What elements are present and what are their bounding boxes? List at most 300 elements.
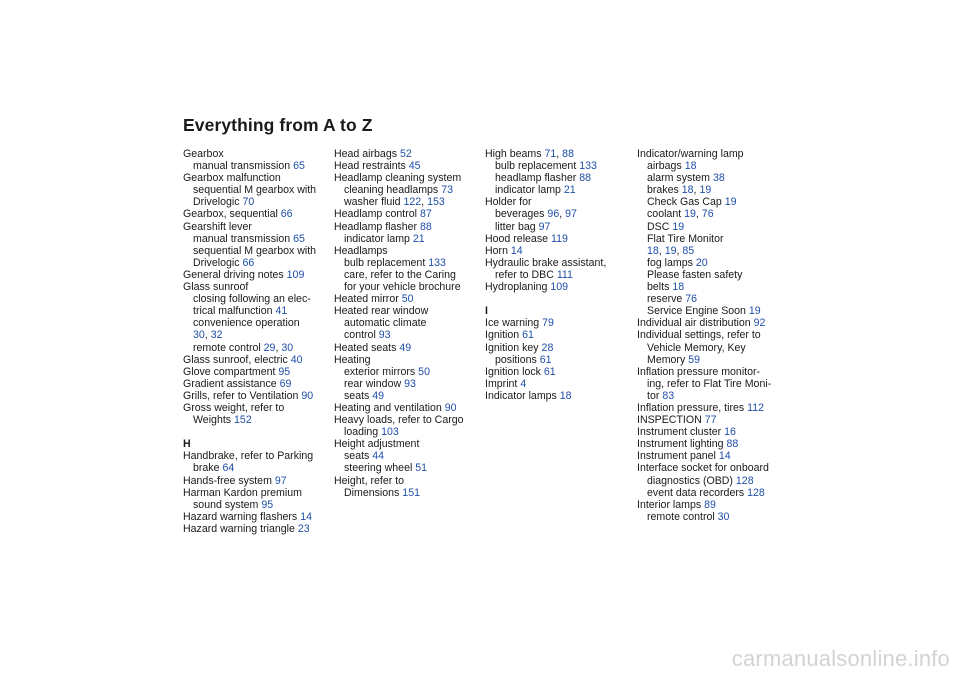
entry-text: litter bag: [495, 220, 539, 233]
entry-text: sound system: [193, 498, 262, 511]
index-subentry: [637, 269, 785, 281]
index-entry: [183, 487, 331, 499]
index-entry: [485, 317, 633, 329]
entry-text: Horn: [485, 244, 511, 257]
page-link[interactable]: 66: [242, 256, 255, 269]
entry-text: Ignition key: [485, 341, 542, 354]
index-entry: [183, 366, 331, 378]
index-subentry: [485, 221, 633, 233]
entry-text: INSPECTION: [637, 414, 705, 427]
index-subentry: [334, 390, 482, 402]
section-letter: [183, 438, 331, 450]
page-link[interactable]: 88: [726, 438, 739, 451]
entry-text: Head restraints: [334, 160, 409, 173]
index-column-1: [183, 148, 331, 535]
index-subentry: [334, 257, 482, 269]
entry-text: Glove compartment: [183, 365, 279, 378]
index-subentry: [334, 233, 482, 245]
page-link[interactable]: 103: [381, 426, 399, 439]
index-subentry: [637, 487, 785, 499]
index-subentry: [334, 329, 482, 341]
index-entry: [183, 269, 331, 281]
page-link[interactable]: 14: [718, 450, 731, 463]
entry-text: Heated rear window: [334, 305, 429, 318]
index-subentry: [637, 475, 785, 487]
index-subentry: [637, 172, 785, 184]
page-link[interactable]: 61: [522, 329, 534, 342]
index-subentry: [334, 196, 482, 208]
index-subentry: [637, 196, 785, 208]
entry-text: Drivelogic: [193, 256, 243, 269]
page-link[interactable]: 51: [415, 462, 428, 475]
index-entry: [183, 475, 331, 487]
page-separator: ,: [559, 208, 566, 221]
index-subentry: [485, 208, 633, 220]
page-link[interactable]: 76: [685, 293, 698, 306]
index-entry: [183, 208, 331, 220]
index-subentry: [183, 257, 331, 269]
entry-text: automatic climate: [344, 317, 427, 330]
page-link[interactable]: 14: [300, 510, 312, 523]
page-link[interactable]: 50: [401, 293, 414, 306]
index-entry: [637, 366, 785, 378]
index-entry: [485, 329, 633, 341]
entry-text: Heated mirror: [334, 293, 402, 306]
index-subentry: [637, 390, 785, 402]
entry-text: event data recorders: [647, 486, 748, 499]
index-subentry: [183, 196, 331, 208]
entry-text: for your vehicle brochure: [344, 281, 461, 294]
index-subentry: [637, 342, 785, 354]
index-entry: [334, 414, 482, 426]
page-link[interactable]: 151: [402, 486, 420, 499]
entry-text: Glass sunroof: [183, 281, 249, 294]
entry-text: bulb replacement: [495, 160, 580, 173]
index-subentry: [637, 281, 785, 293]
index-entry: [637, 499, 785, 511]
page-separator: ,: [658, 244, 665, 257]
entry-text: Instrument panel: [637, 450, 719, 463]
page-link[interactable]: 76: [701, 208, 714, 221]
page-link[interactable]: 93: [378, 329, 391, 342]
index-entry: [485, 196, 633, 208]
page-separator: ,: [695, 208, 702, 221]
entry-text: Check Gas Cap: [647, 196, 725, 209]
entry-text: indicator lamp: [344, 232, 413, 245]
entry-text: sequential M gearbox with: [193, 184, 317, 197]
page-link[interactable]: 16: [724, 426, 736, 439]
page-link[interactable]: 18: [647, 244, 659, 257]
index-entry: [485, 233, 633, 245]
entry-text: Heavy loads, refer to Cargo: [334, 414, 464, 427]
entry-text: Ignition lock: [485, 365, 544, 378]
index-entry: [183, 221, 331, 233]
entry-text: fog lamps: [647, 256, 696, 269]
page-link[interactable]: 21: [412, 232, 425, 245]
page-link[interactable]: 23: [297, 522, 310, 535]
index-subentry: [183, 499, 331, 511]
index-entry: [334, 221, 482, 233]
page-link[interactable]: 119: [550, 232, 568, 245]
entry-text: H: [183, 438, 191, 451]
index-entry: [334, 475, 482, 487]
page-link[interactable]: 49: [372, 389, 385, 402]
index-entry: [334, 354, 482, 366]
index-entry: [485, 366, 633, 378]
page-link[interactable]: 4: [520, 377, 527, 390]
page-link[interactable]: 20: [695, 256, 708, 269]
entry-text: Instrument lighting: [637, 438, 727, 451]
page-link[interactable]: 21: [563, 184, 576, 197]
entry-text: airbags: [647, 160, 685, 173]
page-link[interactable]: 18: [684, 160, 697, 173]
page-link[interactable]: 111: [556, 268, 573, 281]
entry-text: Imprint: [485, 377, 521, 390]
entry-text: Gearshift lever: [183, 220, 252, 233]
page-link[interactable]: 79: [542, 317, 554, 330]
entry-text: Glass sunroof, electric: [183, 353, 291, 366]
page-link[interactable]: 30: [193, 329, 205, 342]
index-entry: [637, 329, 785, 341]
entry-text: Harman Kardon premium: [183, 486, 302, 499]
index-subentry: [334, 366, 482, 378]
page-link[interactable]: 32: [210, 329, 223, 342]
page-link[interactable]: 18: [681, 184, 694, 197]
entry-text: brake: [193, 462, 223, 475]
page-link[interactable]: 128: [735, 474, 754, 487]
page-link[interactable]: 89: [704, 498, 716, 511]
index-subentry: [183, 329, 331, 341]
index-entry: [637, 414, 785, 426]
page-separator: ,: [556, 148, 563, 160]
page-link[interactable]: 133: [579, 160, 597, 173]
index-entry: [183, 281, 331, 293]
page-link[interactable]: 49: [399, 341, 412, 354]
page-link[interactable]: 38: [712, 172, 725, 185]
index-subentry: [334, 317, 482, 329]
page-link[interactable]: 30: [717, 510, 730, 523]
entry-text: headlamp flasher: [495, 172, 580, 185]
page-link[interactable]: 50: [418, 365, 430, 378]
index-entry: [637, 426, 785, 438]
page-link[interactable]: 65: [293, 160, 305, 173]
page-link[interactable]: 112: [747, 401, 764, 414]
index-entry: [637, 402, 785, 414]
page-link[interactable]: 133: [428, 256, 446, 269]
index-entry: [183, 523, 331, 535]
page-link[interactable]: 97: [274, 474, 287, 487]
page-link[interactable]: 95: [278, 365, 291, 378]
index-entry: [485, 148, 633, 160]
entry-text: Gradient assistance: [183, 377, 280, 390]
index-entry: [485, 390, 633, 402]
entry-text: care, refer to the Caring: [344, 268, 456, 281]
entry-text: Heating and ventilation: [334, 401, 445, 414]
page-link[interactable]: 83: [662, 389, 675, 402]
page-link[interactable]: 18: [559, 389, 572, 402]
entry-text: cleaning headlamps: [344, 184, 442, 197]
index-entry: [183, 402, 331, 414]
entry-text: belts: [647, 281, 673, 294]
page-link[interactable]: 19: [664, 244, 677, 257]
page-link[interactable]: 19: [748, 305, 761, 318]
entry-text: Inflation pressure monitor-: [637, 365, 761, 378]
index-entry: [334, 342, 482, 354]
page-link[interactable]: 18: [672, 281, 685, 294]
page-link[interactable]: 88: [562, 148, 574, 160]
entry-text: refer to DBC: [495, 268, 557, 281]
entry-text: trical malfunction: [193, 305, 276, 318]
index-entry: [637, 462, 785, 474]
entry-text: High beams: [485, 148, 545, 160]
entry-text: remote control: [647, 510, 718, 523]
index-subentry: [183, 245, 331, 257]
entry-text: Headlamps: [334, 244, 388, 257]
index-subentry: [637, 257, 785, 269]
page-link[interactable]: 19: [684, 208, 696, 221]
index-subentry: [637, 378, 785, 390]
page-link[interactable]: 85: [682, 244, 695, 257]
index-subentry: [637, 233, 785, 245]
page-link[interactable]: 95: [261, 498, 274, 511]
entry-text: convenience operation: [193, 317, 300, 330]
watermark: carmanualsonline.info: [731, 646, 950, 671]
index-entry: [183, 450, 331, 462]
page-link[interactable]: 87: [419, 208, 432, 221]
index-entry: [334, 148, 482, 160]
entry-text: Inflation pressure, tires: [637, 401, 748, 414]
page-link[interactable]: 66: [280, 208, 293, 221]
page-link[interactable]: 90: [444, 401, 457, 414]
index-entry: [183, 172, 331, 184]
entry-text: Interior lamps: [637, 498, 705, 511]
index-subentry: [637, 160, 785, 172]
page-link[interactable]: 52: [399, 148, 412, 160]
page-link[interactable]: 109: [286, 268, 305, 281]
page-link[interactable]: 65: [293, 232, 305, 245]
entry-text: Hydroplaning: [485, 281, 551, 294]
entry-text: Weights: [193, 414, 235, 427]
entry-text: General driving notes: [183, 268, 287, 281]
index-entry: [334, 438, 482, 450]
entry-text: indicator lamp: [495, 184, 564, 197]
page-separator: ,: [693, 184, 700, 197]
entry-text: Memory: [647, 353, 689, 366]
page-link[interactable]: 96: [547, 208, 560, 221]
page-link[interactable]: 77: [704, 414, 717, 427]
index-subentry: [637, 511, 785, 523]
entry-text: beverages: [495, 208, 548, 221]
page-link[interactable]: 19: [672, 220, 685, 233]
entry-text: Individual settings, refer to: [637, 329, 761, 342]
index-subentry: [637, 293, 785, 305]
entry-text: Individual air distribution: [637, 317, 754, 330]
page-separator: ,: [204, 329, 211, 342]
page-title: Everything from A to Z: [183, 115, 373, 135]
entry-text: Heating: [334, 353, 371, 366]
entry-text: Instrument cluster: [637, 426, 725, 439]
index-subentry: [183, 414, 331, 426]
page-link[interactable]: 69: [279, 377, 292, 390]
index-entry: [334, 305, 482, 317]
entry-text: ing, refer to Flat Tire Moni-: [647, 377, 772, 390]
index-entry: [485, 245, 633, 257]
entry-text: alarm system: [647, 172, 713, 185]
page-link[interactable]: 93: [404, 377, 416, 390]
page-link[interactable]: 128: [747, 486, 765, 499]
page-link[interactable]: 97: [538, 220, 551, 233]
index-subentry: [334, 487, 482, 499]
entry-text: steering wheel: [344, 462, 416, 475]
page-link[interactable]: 14: [510, 244, 523, 257]
entry-text: coolant: [647, 208, 685, 221]
page-link[interactable]: 71: [544, 148, 557, 160]
entry-text: Drivelogic: [193, 196, 243, 209]
page-link[interactable]: 40: [290, 353, 303, 366]
index-entry: [334, 208, 482, 220]
entry-text: Gearbox malfunction: [183, 172, 281, 185]
index-entry: [637, 317, 785, 329]
index-subentry: [637, 208, 785, 220]
index-entry: [334, 172, 482, 184]
index-subentry: [485, 172, 633, 184]
index-subentry: [183, 233, 331, 245]
index-subentry: [637, 305, 785, 317]
index-subentry: [334, 426, 482, 438]
entry-text: Hydraulic brake assistant,: [485, 256, 607, 269]
entry-text: reserve: [647, 293, 686, 306]
page-link[interactable]: 61: [539, 353, 552, 366]
index-subentry: [183, 342, 331, 354]
entry-text: diagnostics (OBD): [647, 474, 736, 487]
index-entry: [637, 450, 785, 462]
page-link[interactable]: 28: [541, 341, 554, 354]
entry-text: sequential M gearbox with: [193, 244, 317, 257]
page-link[interactable]: 29: [263, 341, 276, 354]
page-link[interactable]: 88: [579, 172, 592, 185]
entry-text: seats: [344, 389, 373, 402]
entry-text: Hands-free system: [183, 474, 275, 487]
index-entry: [334, 160, 482, 172]
page-link[interactable]: 70: [242, 196, 255, 209]
index-entry: [485, 257, 633, 269]
page-link[interactable]: 61: [543, 365, 556, 378]
index-subentry: [183, 293, 331, 305]
page-link[interactable]: 45: [408, 160, 421, 173]
index-entry: [334, 402, 482, 414]
entry-text: Head airbags: [334, 148, 400, 160]
index-subentry: [485, 184, 633, 196]
entry-text: Indicator/warning lamp: [637, 148, 744, 160]
entry-text: Gearbox: [183, 148, 224, 160]
page-link[interactable]: 88: [419, 220, 432, 233]
index-entry: [183, 148, 331, 160]
entry-text: DSC: [647, 220, 673, 233]
page-link[interactable]: 122: [403, 196, 422, 209]
index-subentry: [183, 317, 331, 329]
index-entry: [183, 354, 331, 366]
page-link[interactable]: 152: [234, 414, 252, 427]
page-separator: ,: [676, 244, 683, 257]
section-gap: [485, 293, 633, 305]
page-link[interactable]: 97: [565, 208, 577, 221]
entry-text: Ignition: [485, 329, 523, 342]
index-entry: [183, 511, 331, 523]
page-link[interactable]: 153: [427, 196, 445, 209]
entry-text: I: [485, 305, 488, 318]
entry-text: Headlamp cleaning system: [334, 172, 462, 185]
page-link[interactable]: 90: [301, 389, 314, 402]
entry-text: Holder for: [485, 196, 532, 209]
entry-text: Grills, refer to Ventilation: [183, 389, 302, 402]
page-separator: ,: [421, 196, 428, 209]
entry-text: loading: [344, 426, 382, 439]
index-entry: [334, 293, 482, 305]
entry-text: Headlamp control: [334, 208, 420, 221]
entry-text: Please fasten safety: [647, 268, 743, 281]
entry-text: Interface socket for onboard: [637, 462, 769, 475]
entry-text: remote control: [193, 341, 264, 354]
index-subentry: [334, 462, 482, 474]
page-link[interactable]: 109: [550, 281, 569, 294]
page-link[interactable]: 73: [441, 184, 453, 197]
page-link[interactable]: 64: [222, 462, 235, 475]
page-link[interactable]: 19: [699, 184, 712, 197]
section-gap: [183, 426, 331, 438]
entry-text: Ice warning: [485, 317, 543, 330]
index-entry: [485, 378, 633, 390]
entry-text: brakes: [647, 184, 682, 197]
page-separator: ,: [275, 341, 282, 354]
entry-text: Vehicle Memory, Key: [647, 341, 746, 354]
index-entry: [183, 390, 331, 402]
index-column-4: [637, 148, 785, 523]
index-entry: [183, 378, 331, 390]
index-subentry: [183, 160, 331, 172]
page-link[interactable]: 92: [753, 317, 766, 330]
index-entry: [485, 342, 633, 354]
index-subentry: [183, 184, 331, 196]
page-link[interactable]: 59: [688, 353, 700, 366]
index-subentry: [485, 354, 633, 366]
index-column-3: [485, 148, 633, 402]
entry-text: Headlamp flasher: [334, 220, 420, 233]
entry-text: control: [344, 329, 379, 342]
index-column-2: [334, 148, 482, 499]
entry-text: Hazard warning triangle: [183, 522, 298, 535]
page-link[interactable]: 19: [724, 196, 737, 209]
index-entry: [637, 148, 785, 160]
entry-text: positions: [495, 353, 540, 366]
page-link[interactable]: 30: [281, 341, 294, 354]
entry-text: Gross weight, refer to: [183, 401, 285, 414]
entry-text: manual transmission: [193, 160, 294, 173]
page-link[interactable]: 44: [372, 450, 385, 463]
page-link[interactable]: 41: [275, 305, 288, 318]
entry-text: Service Engine Soon: [647, 305, 749, 318]
index-subentry: [637, 184, 785, 196]
index-subentry: [334, 184, 482, 196]
index-entry: [485, 281, 633, 293]
entry-text: Hazard warning flashers: [183, 510, 301, 523]
index-subentry: [183, 305, 331, 317]
entry-text: exterior mirrors: [344, 365, 419, 378]
index-subentry: [637, 354, 785, 366]
index-subentry: [485, 269, 633, 281]
index-subentry: [485, 160, 633, 172]
entry-text: Dimensions: [344, 486, 403, 499]
index-subentry: [183, 462, 331, 474]
